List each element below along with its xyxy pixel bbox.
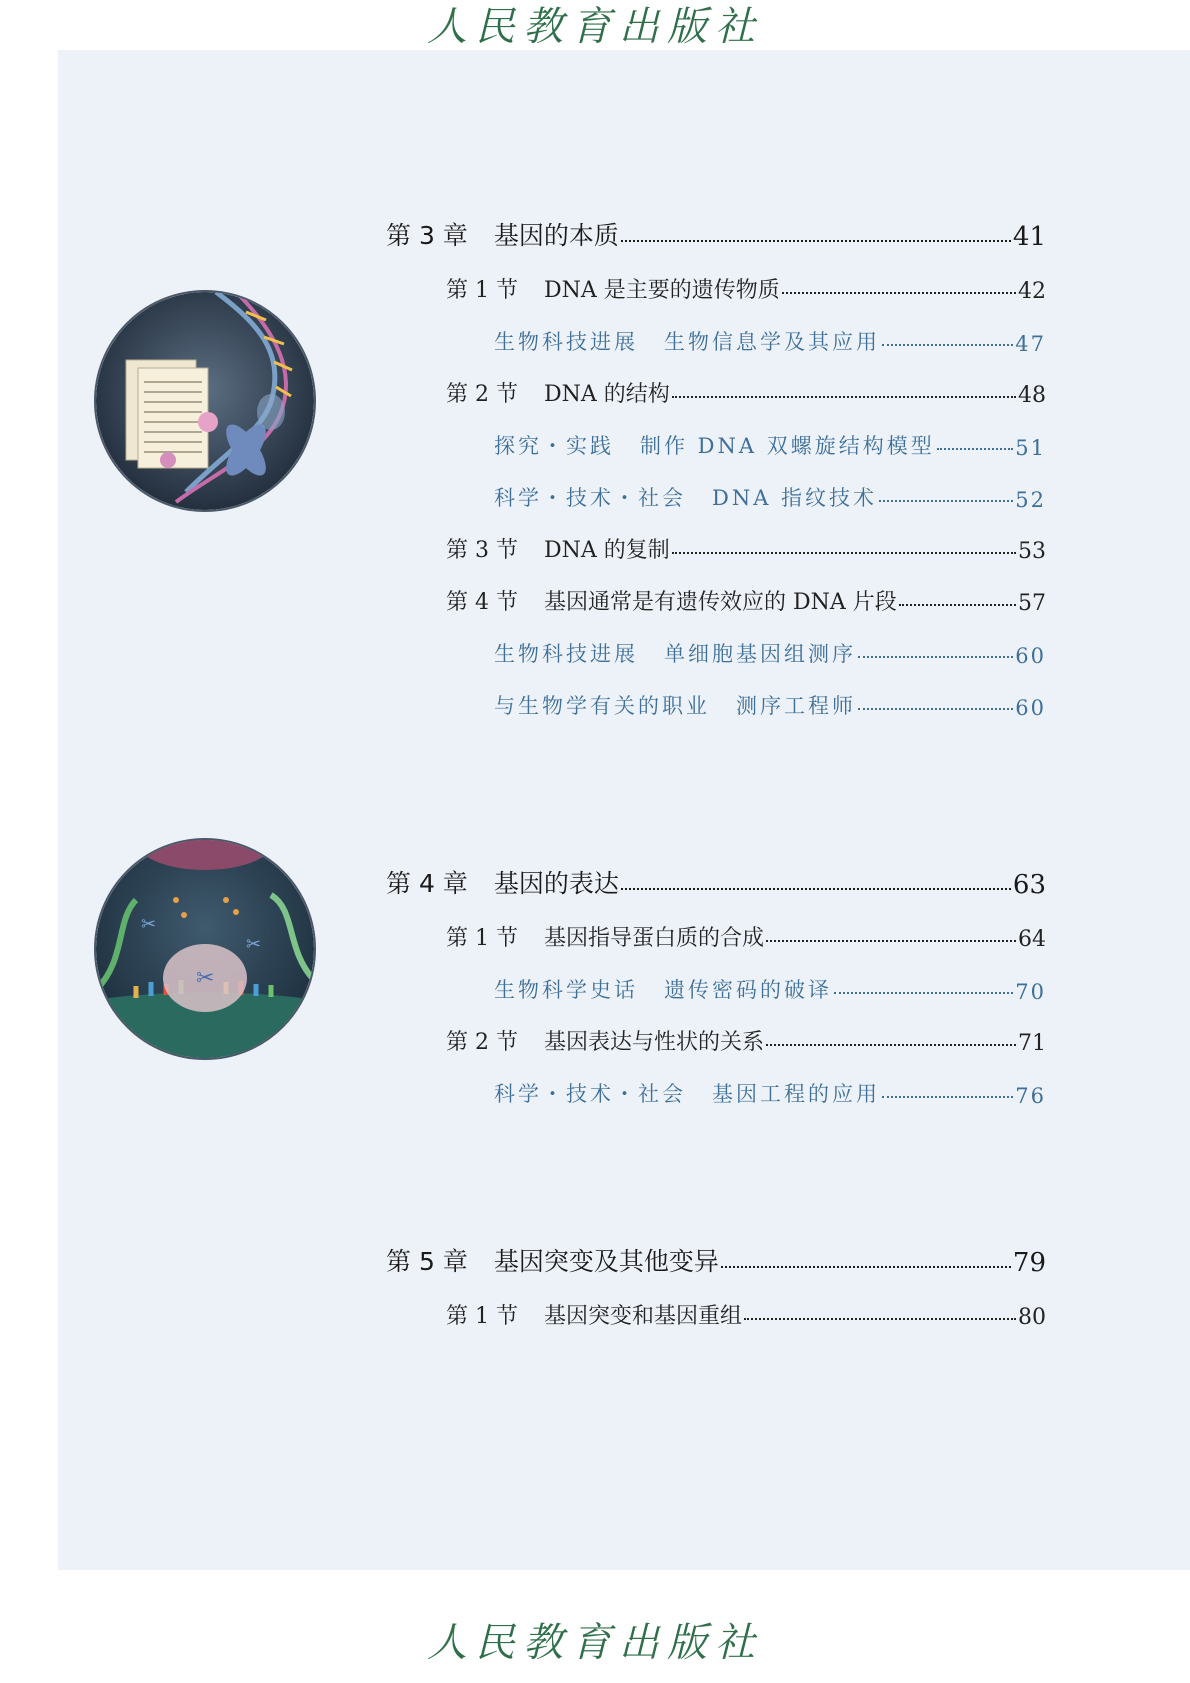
leader-dots [744,1318,1016,1320]
svg-text:✂: ✂ [196,966,215,991]
leader-dots [899,604,1016,606]
toc-section-3-1[interactable] [446,264,1046,304]
ribosome-translation-illustration [94,838,316,1060]
section-label: 第 3 节 DNA 的复制 [446,538,670,563]
feature-label: 生物科技进展 单细胞基因组测序 [494,642,856,666]
feature-label: 生物科学史话 遗传密码的破译 [494,978,832,1002]
page-number: 48 [1018,383,1046,408]
svg-text:✂: ✂ [141,914,157,935]
section-label: 第 4 节 基因通常是有遗传效应的 DNA 片段 [446,590,897,615]
toc-feature-bio-tech-progress[interactable] [494,316,1046,356]
leader-dots [672,552,1016,554]
chapter-label: 第 5 章 基因突变及其他变异 [386,1247,719,1276]
leader-dots [937,448,1014,450]
toc-section-3-3[interactable] [446,524,1046,564]
publisher-logo-bottom: 人民教育出版社 [427,1620,763,1666]
page-number: 60 [1015,696,1046,720]
toc-feature-inquiry-practice[interactable] [494,420,1046,460]
page-number: 57 [1018,591,1046,616]
chapter-label: 第 4 章 基因的表达 [386,869,619,898]
toc-feature-sts-dna-fingerprint[interactable] [494,472,1046,512]
leader-dots [882,344,1013,346]
page-number: 71 [1018,1031,1046,1056]
page-number: 76 [1015,1084,1046,1108]
page-number: 47 [1015,332,1046,356]
toc-chapter-4[interactable] [386,860,1046,900]
toc-feature-history-genetic-code[interactable] [494,964,1046,1004]
leader-dots [766,940,1016,942]
feature-label: 与生物学有关的职业 测序工程师 [494,694,856,718]
toc-feature-sts-genetic-engineering[interactable] [494,1068,1046,1108]
page-number: 51 [1015,436,1046,460]
dna-helix-chromosome-illustration [94,290,316,512]
leader-dots [621,888,1011,890]
toc-section-3-2[interactable] [446,368,1046,408]
leader-dots [882,1096,1013,1098]
section-label: 第 1 节 基因指导蛋白质的合成 [446,926,764,951]
leader-dots [766,1044,1016,1046]
page-number: 41 [1012,222,1046,252]
toc-chapter-5[interactable] [386,1238,1046,1278]
publisher-logo-top: 人民教育出版社 [427,4,763,50]
page-number: 53 [1018,539,1046,564]
page-number: 42 [1018,279,1046,304]
leader-dots [858,708,1013,710]
section-label: 第 2 节 基因表达与性状的关系 [446,1030,764,1055]
feature-label: 科学・技术・社会 DNA 指纹技术 [494,486,878,510]
page-number: 63 [1012,870,1046,900]
feature-label: 科学・技术・社会 基因工程的应用 [494,1082,880,1106]
leader-dots [721,1266,1011,1268]
leader-dots [858,656,1013,658]
page-number: 52 [1015,488,1046,512]
toc-feature-single-cell-sequencing[interactable] [494,628,1046,668]
svg-text:✂: ✂ [246,934,262,955]
toc-section-5-1[interactable] [446,1290,1046,1330]
section-label: 第 2 节 DNA 的结构 [446,382,670,407]
toc-section-4-2[interactable] [446,1016,1046,1056]
leader-dots [782,292,1016,294]
chapter-label: 第 3 章 基因的本质 [386,221,619,250]
feature-label: 探究・实践 制作 DNA 双螺旋结构模型 [494,434,935,458]
leader-dots [672,396,1016,398]
toc-chapter-3[interactable] [386,212,1046,252]
section-label: 第 1 节 DNA 是主要的遗传物质 [446,278,780,303]
page-number: 60 [1015,644,1046,668]
page-number: 79 [1012,1248,1046,1278]
toc-section-4-1[interactable] [446,912,1046,952]
toc-section-3-4[interactable] [446,576,1046,616]
page-number: 80 [1018,1305,1046,1330]
toc-feature-career[interactable] [494,680,1046,720]
page-number: 64 [1018,927,1046,952]
leader-dots [621,240,1011,242]
page-number: 70 [1015,980,1046,1004]
feature-label: 生物科技进展 生物信息学及其应用 [494,330,880,354]
leader-dots [879,500,1013,502]
section-label: 第 1 节 基因突变和基因重组 [446,1304,742,1329]
leader-dots [834,992,1013,994]
